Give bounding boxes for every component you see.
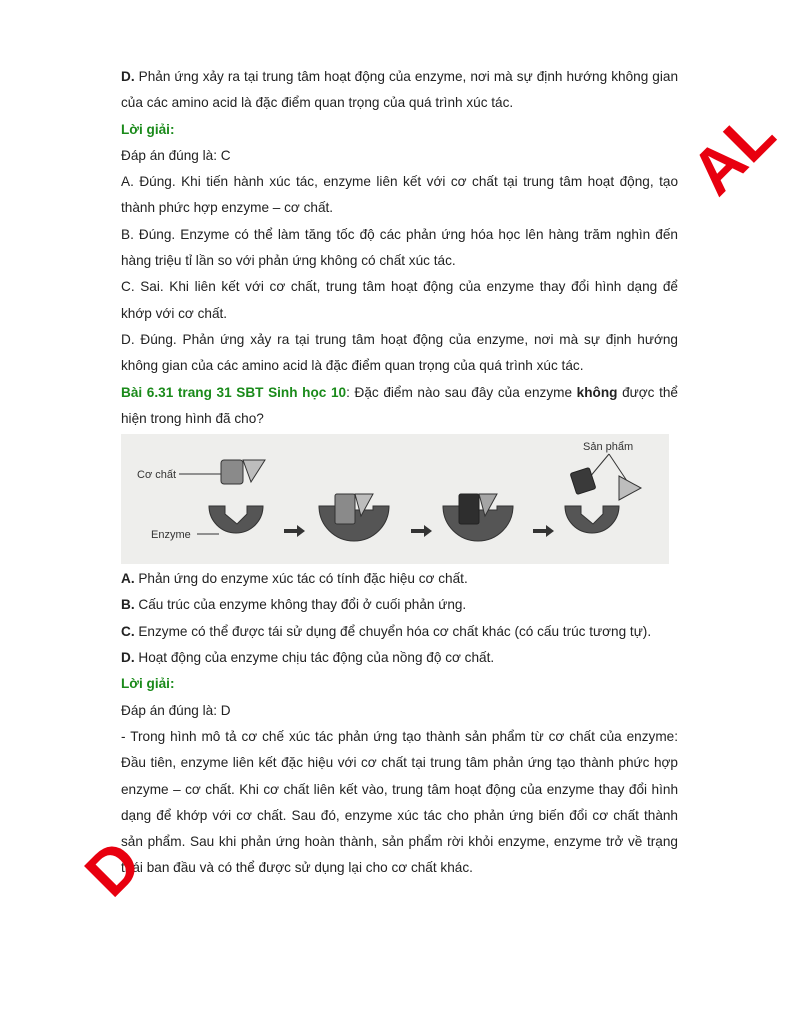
explanation-c: C. Sai. Khi liên kết với cơ chất, trung tâm hoạt động của enzyme thay đổi hình dạng để khớp với cơ chất. — [121, 279, 678, 321]
watermark-top-right: AL — [676, 97, 789, 209]
enzyme-diagram — [121, 434, 669, 564]
enzyme-figure — [121, 434, 669, 564]
option-d-previous: D. Phản ứng xảy ra tại trung tâm hoạt động của enzyme, nơi mà sự định hướng không gian của các amino acid là đặc điểm quan trọng của quá trình xúc tác. — [121, 69, 678, 111]
document-body — [121, 64, 678, 882]
enzyme-label: Enzyme — [151, 529, 191, 542]
explanation-a: A. Đúng. Khi tiến hành xúc tác, enzyme liên kết với cơ chất tại trung tâm hoạt động, tạo thành phức hợp enzyme – cơ chất. — [121, 174, 678, 216]
explanation-b: B. Đúng. Enzyme có thể làm tăng tốc độ các phản ứng hóa học lên hàng trăm nghìn đến hàng triệu tỉ lần so với phản ứng không có chất xúc tác. — [121, 226, 678, 269]
option-c: C. Enzyme có thể được tái sử dụng để chuyển hóa cơ chất khác (có cấu trúc tương tự). — [121, 623, 652, 639]
answer-line-2: Đáp án đúng là: D — [121, 702, 231, 718]
substrate-label: Cơ chất — [137, 469, 177, 482]
question: Bài 6.31 trang 31 SBT Sinh học 10: Đặc điểm nào sau đây của enzyme không được thể hiện trong hình đã cho? — [121, 384, 678, 426]
option-a: A. Phản ứng do enzyme xúc tác có tính đặc hiệu cơ chất. — [121, 571, 468, 587]
answer-line-1: Đáp án đúng là: C — [121, 147, 231, 163]
solution-explanation: - Trong hình mô tả cơ chế xúc tác phản ứng tạo thành sản phẩm từ cơ chất của enzyme: Đầu tiên, enzyme liên kết đặc hiệu với cơ chất tại trung tâm phản ứng tạo thành phức hợp enzyme – cơ chất. Khi cơ chất liên kết vào, trung tâm hoạt động của enzyme thay đổi hình dạng để khớp với cơ chất. Sau đó, enzyme xúc tác cho phản ứng biến đổi cơ chất thành sản phẩm. Sau khi phản ứng hoàn thành, sản phẩm rời khỏi enzyme, enzyme trở về trạng thái ban đầu và có thể được sử dụng lại cho cơ chất khác. — [121, 728, 678, 876]
product-label: Sản phẩm — [583, 441, 634, 454]
explanation-d: D. Đúng. Phản ứng xảy ra tại trung tâm hoạt động của enzyme, nơi mà sự định hướng không gian của các amino acid là đặc điểm quan trọng của quá trình xúc tác. — [121, 331, 678, 374]
watermark-bottom-left: D — [71, 826, 155, 911]
question-label: Bài 6.31 trang 31 SBT Sinh học 10 — [121, 384, 347, 400]
option-b: B. Cấu trúc của enzyme không thay đổi ở cuối phản ứng. — [121, 597, 467, 613]
option-d: D. Hoạt động của enzyme chịu tác động của nồng độ cơ chất. — [121, 650, 495, 666]
solution-heading-2: Lời giải: — [121, 676, 175, 692]
solution-heading-1: Lời giải: — [121, 121, 175, 137]
